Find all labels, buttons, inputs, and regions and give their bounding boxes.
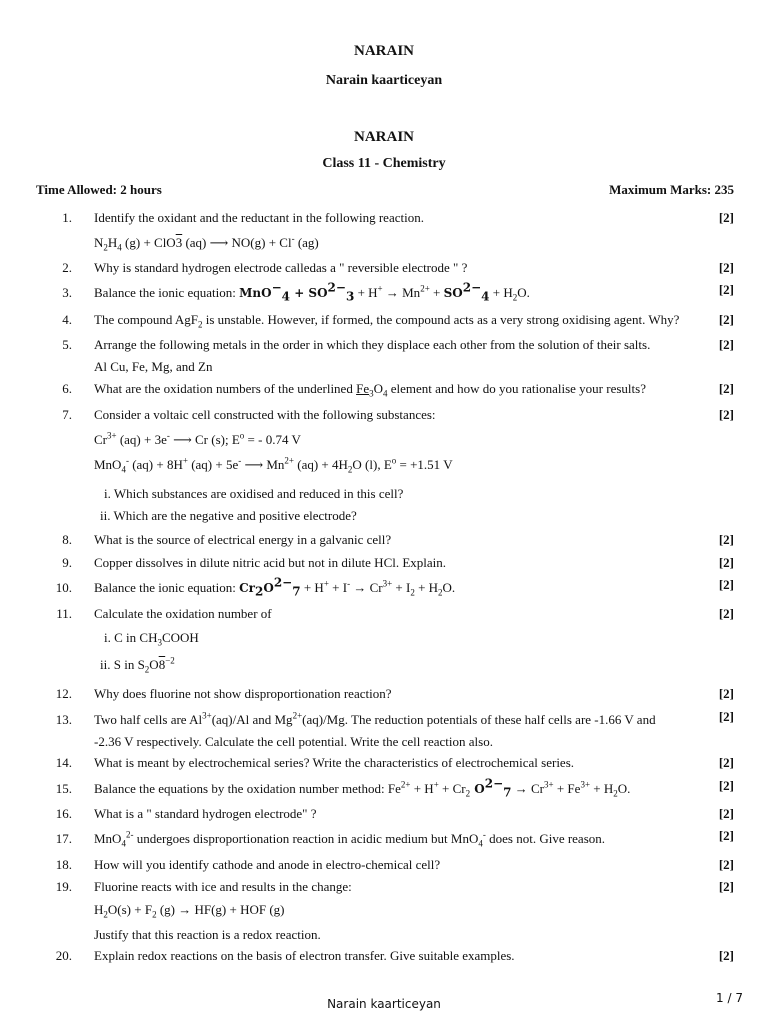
question-marks: [2] [718, 778, 734, 793]
question-7-subpart-i: i. Which substances are oxidised and reduced in this cell? [104, 486, 404, 501]
question-number: 4. [62, 312, 72, 327]
question-7-subpart-ii: ii. Which are the negative and positive electrode? [100, 508, 357, 523]
question-text: Identify the oxidant and the reductant in the following reaction. [94, 210, 424, 225]
question-number: 12. [55, 686, 72, 701]
question-text: Arrange the following metals in the order in which they displace each other from the solution of their salts. [94, 337, 651, 352]
question-19-equation: $H_2O(s) + F_2$ (g) → HF(g) + HOF (g) [94, 902, 285, 920]
question-text: Copper dissolves in dilute nitric acid but not in dilute HCl. Explain. [94, 555, 447, 570]
question-number: 18. [55, 857, 72, 872]
paper-subtitle: Class 11 - Chemistry [322, 156, 446, 171]
page-number: 1 / 7 [716, 991, 743, 1005]
question-11-subpart-i: i. C in $CH_3COOH$ [104, 630, 199, 648]
question-marks: [2] [718, 948, 734, 963]
question-1-equation: $N_2H_4$ (g) + ClO3 (aq) ⟶ NO(g) + Cl- (ag) [94, 233, 319, 253]
question-19-justify: Justify that this reaction is a redox reaction. [94, 927, 321, 942]
question-7-reaction-2: MnO$_4$- (aq) + 8H+ (aq) + 5e- ⟶ $Mn^{2+}$ $(aq) + 4H_2O$ (l), $E^o = +1.51$ V [94, 455, 453, 475]
question-text: What is the source of electrical energy in a galvanic cell? [94, 532, 392, 547]
question-marks: [2] [718, 210, 734, 225]
question-number: 17. [55, 831, 72, 846]
question-text: Why does fluorine not show disproportionation reaction? [94, 686, 392, 701]
question-text: What is meant by electrochemical series? Write the characteristics of electrochemical series. [94, 755, 575, 770]
question-number: 15. [55, 781, 72, 796]
question-marks: [2] [718, 857, 734, 872]
question-number: 20. [55, 948, 72, 963]
question-marks: [2] [718, 755, 734, 770]
question-marks: [2] [718, 381, 734, 396]
question-number: 9. [62, 555, 72, 570]
time-allowed: Time Allowed: 2 hours [36, 182, 162, 197]
question-marks: [2] [718, 686, 734, 701]
question-number: 2. [62, 260, 72, 275]
question-text: Consider a voltaic cell constructed with the following substances: [94, 407, 436, 422]
question-number: 11. [56, 606, 72, 621]
header-name: NARAIN [354, 43, 414, 59]
question-marks: [2] [718, 555, 734, 570]
question-text: Balance the ionic equation: $Cr_2O^{2-}_7 + H^+ + I^- \to Cr^{3+} + I_2 + H_2O$. [94, 575, 456, 599]
question-marks: [2] [718, 260, 734, 275]
header-author: Narain kaarticeyan [325, 73, 443, 88]
question-text: What is a " standard hydrogen electrode" ? [94, 806, 317, 821]
question-marks: [2] [718, 879, 734, 894]
question-number: 7. [62, 407, 72, 422]
question-marks: [2] [718, 407, 734, 422]
question-marks: [2] [718, 282, 734, 297]
question-text: Explain redox reactions on the basis of electron transfer. Give suitable examples. [94, 948, 515, 963]
question-text: MnO$_4^{2-}$ undergoes disproportionation reaction in acidic medium but MnO$_4$- does not. Give reason. [94, 829, 606, 849]
question-text: What are the oxidation numbers of the underlined $Fe_3O_4$ element and how do you rationalise your results? [94, 381, 646, 399]
paper-title: NARAIN [354, 129, 414, 145]
question-text: Fluorine reacts with ice and results in the change: [94, 879, 352, 894]
question-text: How will you identify cathode and anode in electro-chemical cell? [94, 857, 441, 872]
footer-author: Narain kaarticeyan [327, 997, 441, 1011]
question-text: Balance the ionic equation: $MnO^-_4 + SO^{2-}_3 + H^+ \to Mn^{2+} + SO^{2-}_4 + H_2O$. [94, 280, 530, 304]
question-marks: [2] [718, 577, 734, 592]
question-number: 5. [62, 337, 72, 352]
question-text: Calculate the oxidation number of [94, 606, 272, 621]
question-text: Why is standard hydrogen electrode calledas a " reversible electrode " ? [94, 260, 468, 275]
question-marks: [2] [718, 606, 734, 621]
question-number: 6. [62, 381, 72, 396]
question-number: 8. [62, 532, 72, 547]
maximum-marks: Maximum Marks: 235 [609, 182, 734, 197]
question-marks: [2] [718, 828, 734, 843]
question-marks: [2] [718, 312, 734, 327]
question-number: 19. [55, 879, 72, 894]
question-13-continuation: -2.36 V respectively. Calculate the cell potential. Write the cell reaction also. [94, 734, 493, 749]
question-marks: [2] [718, 806, 734, 821]
question-number: 10. [55, 580, 72, 595]
question-number: 13. [55, 712, 72, 727]
question-marks: [2] [718, 709, 734, 724]
question-5-metals: Al Cu, Fe, Mg, and Zn [94, 359, 213, 374]
question-7-reaction-1: $Cr^{3+}$ (aq) + 3e- ⟶ Cr (s); $E^o$ = - 0.74 V [94, 430, 301, 447]
question-marks: [2] [718, 532, 734, 547]
question-text: Two half cells are $Al^{3+}(aq)/Al$ and $Mg^{2+}(aq)/Mg$. The reduction potentials of these half cells are -1.66 V and [94, 710, 656, 727]
question-text: The compound AgF$_2$ is unstable. However, if formed, the compound acts as a very strong oxidising agent. Why? [94, 312, 680, 330]
question-number: 16. [55, 806, 72, 821]
question-number: 3. [62, 285, 72, 300]
question-11-subpart-ii: ii. S in $S_2O8^{-2}$ [100, 655, 175, 675]
question-marks: [2] [718, 337, 734, 352]
question-number: 1. [62, 210, 72, 225]
question-text: Balance the equations by the oxidation number method: $Fe^{2+} + H^+ + Cr_2$ $O^{2-}_7 \to Cr^{3+} + Fe^{3+} + H_2O$. [94, 776, 631, 800]
question-number: 14. [55, 755, 72, 770]
